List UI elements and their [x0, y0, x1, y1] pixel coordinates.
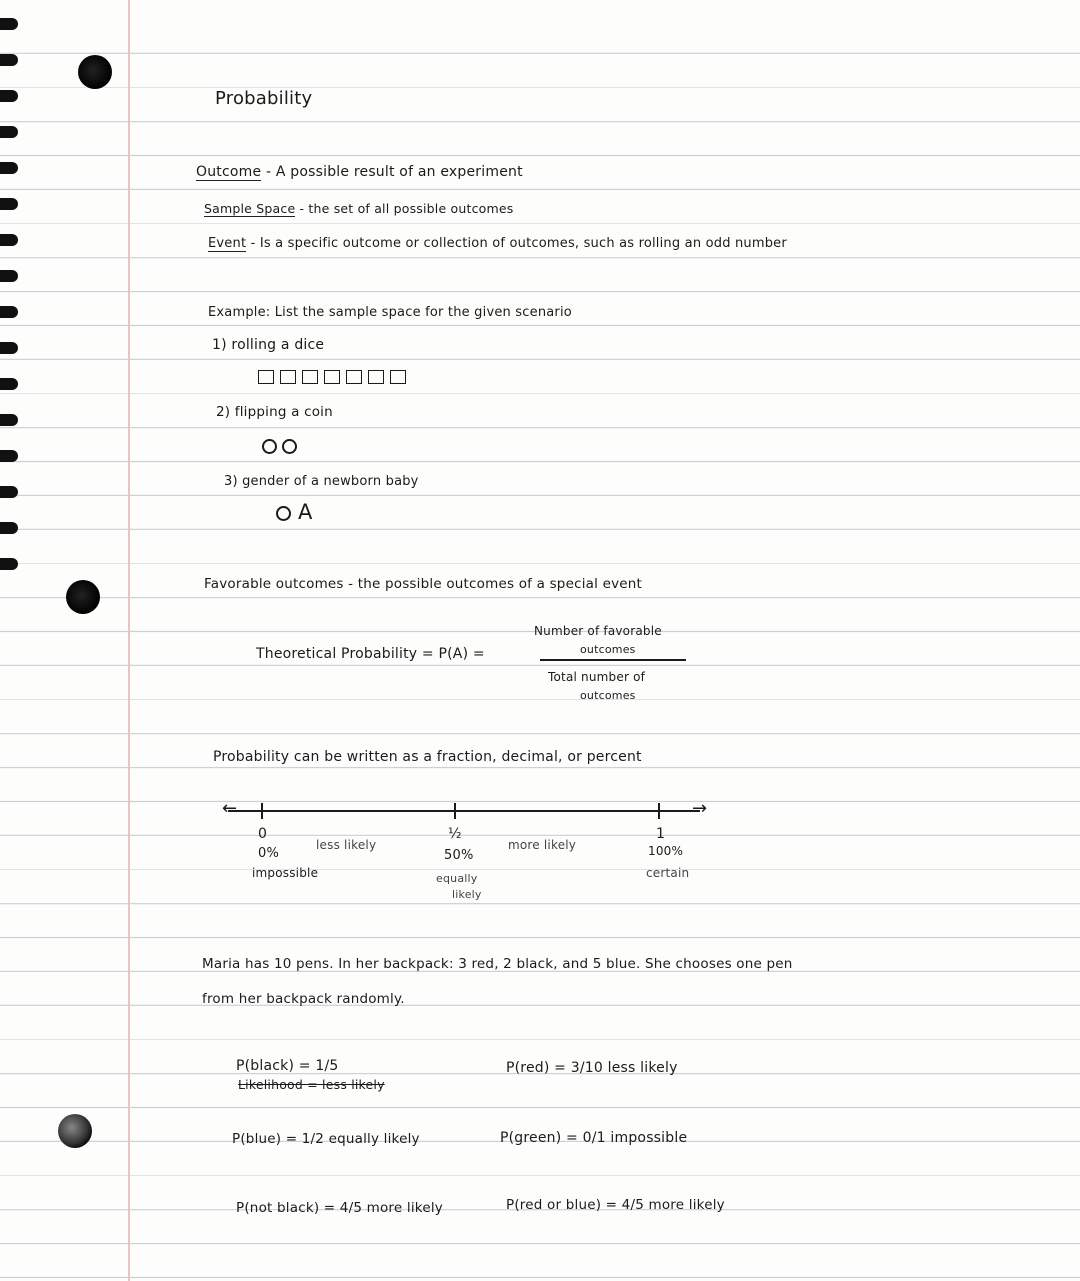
margin-line [128, 0, 130, 1281]
definition-term: Sample Space [204, 201, 296, 216]
formula-denominator-2: outcomes [580, 689, 636, 702]
number-line-tick-half [454, 803, 456, 819]
answer-black-likelihood: Likelihood = less likely [238, 1077, 385, 1092]
definition-text: - A possible result of an experiment [265, 164, 523, 180]
number-line-one-percent: 100% [648, 844, 684, 858]
coin-heads-circle [262, 439, 277, 454]
number-line-tick-1 [658, 803, 660, 819]
spiral-coil [0, 522, 18, 534]
answer-p-black: P(black) = 1/5 [236, 1058, 339, 1074]
number-line-left-arrow: ← [222, 798, 238, 819]
problem-line-2: from her backpack randomly. [202, 991, 405, 1007]
definition-text: - the set of all possible outcomes [299, 201, 514, 216]
number-line-zero: 0 [258, 826, 268, 842]
die-face-6 [368, 370, 384, 384]
die-face-5 [346, 370, 362, 384]
examples-heading: Example: List the sample space for the given scenario [208, 305, 572, 320]
die-face-7 [390, 370, 406, 384]
number-line-tick-0 [261, 803, 263, 819]
baby-option-circle [276, 506, 291, 521]
definition-outcome [196, 164, 523, 180]
example-1-label: 1) rolling a dice [212, 337, 325, 353]
definition-term: Outcome [196, 164, 262, 180]
favorable-definition: Favorable outcomes - the possible outcomes of a special event [204, 576, 643, 592]
answer-p-green: P(green) = 0/1 impossible [500, 1130, 688, 1146]
number-line-zero-percent: 0% [258, 846, 280, 861]
answer-p-blue: P(blue) = 1/2 equally likely [232, 1131, 420, 1147]
spiral-coil [0, 90, 18, 102]
number-line-half-percent: 50% [444, 848, 474, 863]
answer-p-red: P(red) = 3/10 less likely [506, 1060, 678, 1076]
number-line-likely: likely [452, 888, 482, 901]
punch-hole-bottom [58, 1114, 92, 1148]
example-3-label: 3) gender of a newborn baby [224, 474, 419, 489]
answer-p-red-or-blue: P(red or blue) = 4/5 more likely [506, 1197, 725, 1213]
example-2-label: 2) flipping a coin [216, 404, 333, 420]
die-face-3 [302, 370, 318, 384]
probability-forms-note: Probability can be written as a fraction, decimal, or percent [213, 749, 642, 765]
formula-numerator-2: outcomes [580, 643, 636, 656]
spiral-coil [0, 234, 18, 246]
definition-text: - Is a specific outcome or collection of outcomes, such as rolling an odd number [250, 236, 787, 251]
number-line-one: 1 [656, 826, 666, 842]
spiral-coil [0, 54, 18, 66]
punch-hole-top [78, 55, 112, 89]
spiral-coil [0, 18, 18, 30]
spiral-coil [0, 162, 18, 174]
formula-lhs: Theoretical Probability = P(A) = [256, 646, 485, 662]
coin-tails-circle [282, 439, 297, 454]
number-line-right-arrow: → [692, 798, 708, 819]
number-line-certain: certain [646, 866, 690, 880]
spiral-coil [0, 306, 18, 318]
spiral-coil [0, 450, 18, 462]
definition-term: Event [208, 236, 247, 251]
spiral-coil [0, 378, 18, 390]
number-line-less-likely: less likely [316, 838, 377, 852]
formula-fraction-bar [540, 659, 686, 661]
formula-numerator-1: Number of favorable [534, 624, 662, 638]
die-face-4 [324, 370, 340, 384]
number-line-equally: equally [436, 872, 478, 885]
problem-line-1: Maria has 10 pens. In her backpack: 3 red, 2 black, and 5 blue. She chooses one pen [202, 956, 793, 972]
number-line-half: ½ [448, 826, 462, 842]
number-line-axis [228, 810, 700, 812]
spiral-coil [0, 198, 18, 210]
page-title: Probability [215, 88, 313, 109]
definition-event [208, 236, 787, 251]
punch-hole-middle [66, 580, 100, 614]
number-line-more-likely: more likely [508, 838, 577, 852]
spiral-coil [0, 270, 18, 282]
number-line-impossible: impossible [252, 866, 319, 880]
formula-denominator-1: Total number of [548, 670, 646, 684]
baby-option-triangle: A [298, 500, 313, 524]
definition-sample-space [204, 201, 514, 216]
spiral-coil [0, 342, 18, 354]
spiral-coil [0, 558, 18, 570]
spiral-coil [0, 126, 18, 138]
spiral-coil [0, 486, 18, 498]
spiral-coil [0, 414, 18, 426]
die-face-2 [280, 370, 296, 384]
answer-p-not-black: P(not black) = 4/5 more likely [236, 1200, 443, 1216]
die-face-1 [258, 370, 274, 384]
